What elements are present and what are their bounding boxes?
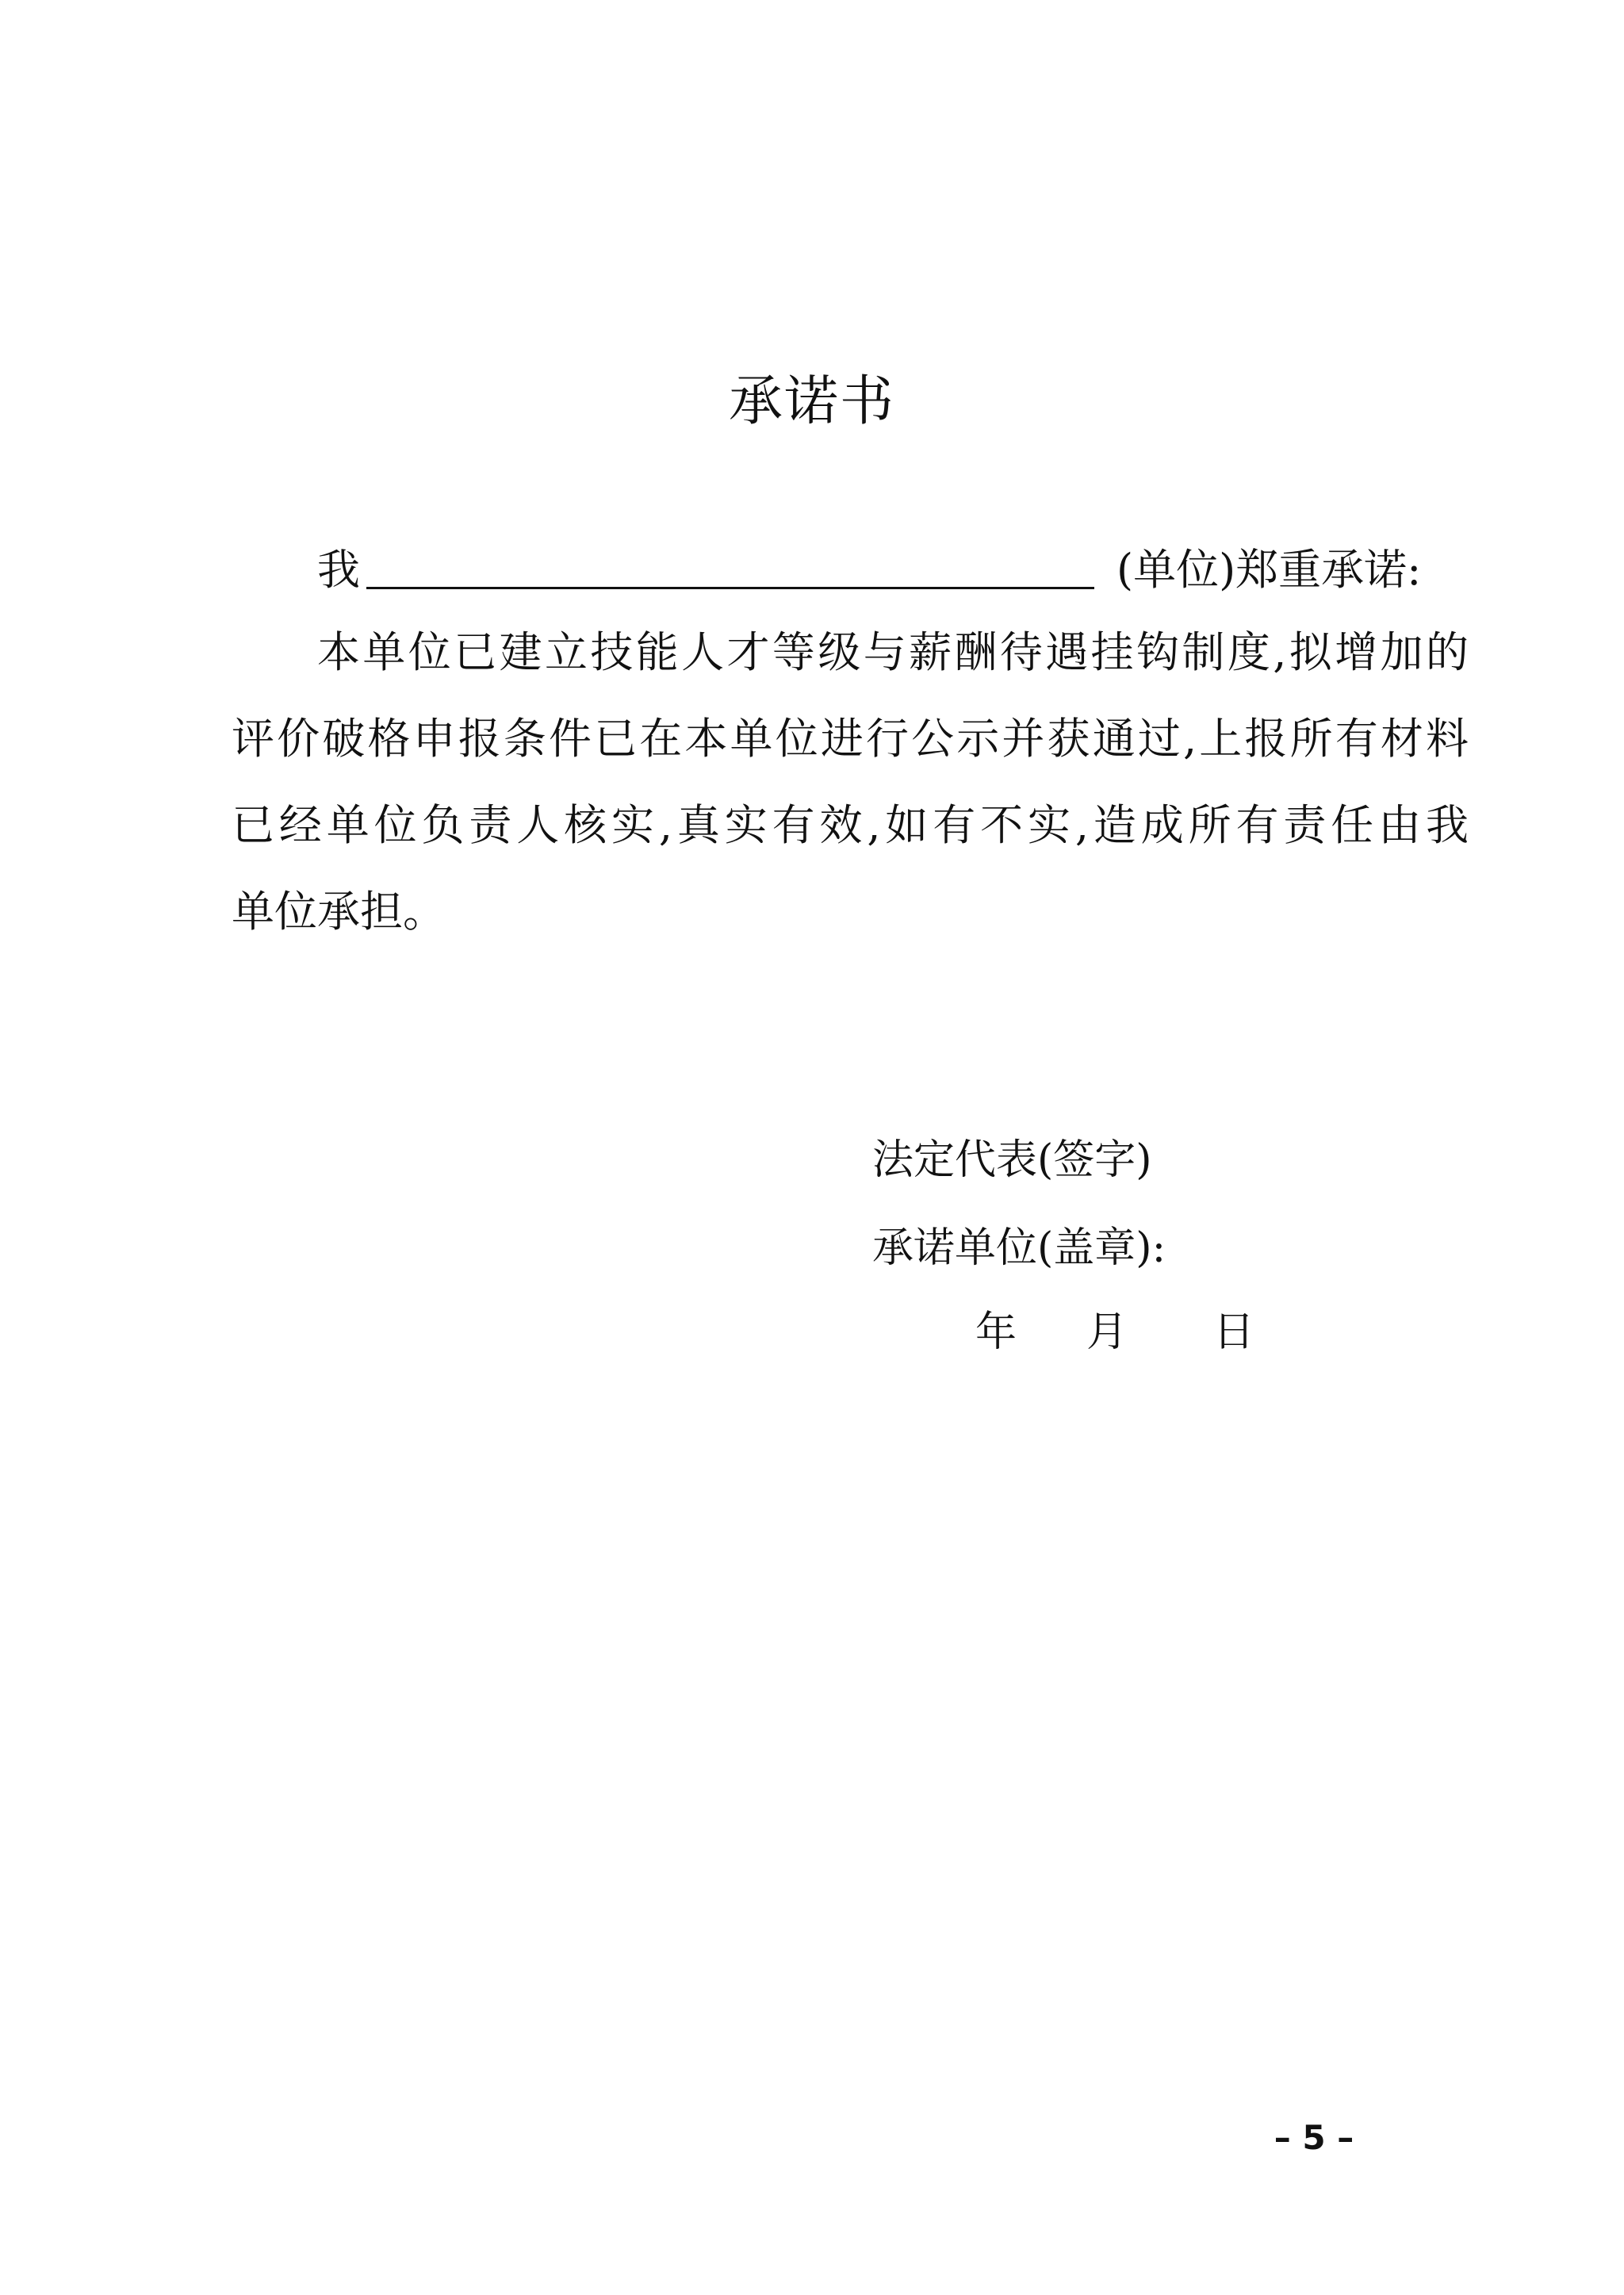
promise-suffix: (单位)郑重承诺:	[1116, 544, 1422, 595]
legal-representative-signature-label: 法定代表(签字)	[872, 1136, 1152, 1184]
body-line-2: 评价破格申报条件已在本单位进行公示并获通过,上报所有材料	[232, 714, 1469, 764]
body-line-4: 单位承担。	[232, 887, 446, 937]
promise-statement	[317, 534, 1421, 598]
unit-name-blank	[366, 544, 1094, 589]
promise-prefix: 我	[317, 544, 360, 595]
document-title: 承诺书	[728, 370, 895, 433]
date-month-label: 月	[1086, 1308, 1128, 1356]
body-line-1: 本单位已建立技能人才等级与薪酬待遇挂钩制度,拟增加的	[317, 627, 1469, 677]
body-line-3: 已经单位负责人核实,真实有效,如有不实,造成所有责任由我	[232, 800, 1469, 850]
page-number: – 5 –	[1274, 2118, 1354, 2157]
unit-seal-label: 承诺单位(盖章):	[872, 1224, 1166, 1272]
date-day-label: 日	[1213, 1308, 1255, 1356]
date-year-label: 年	[975, 1308, 1017, 1356]
